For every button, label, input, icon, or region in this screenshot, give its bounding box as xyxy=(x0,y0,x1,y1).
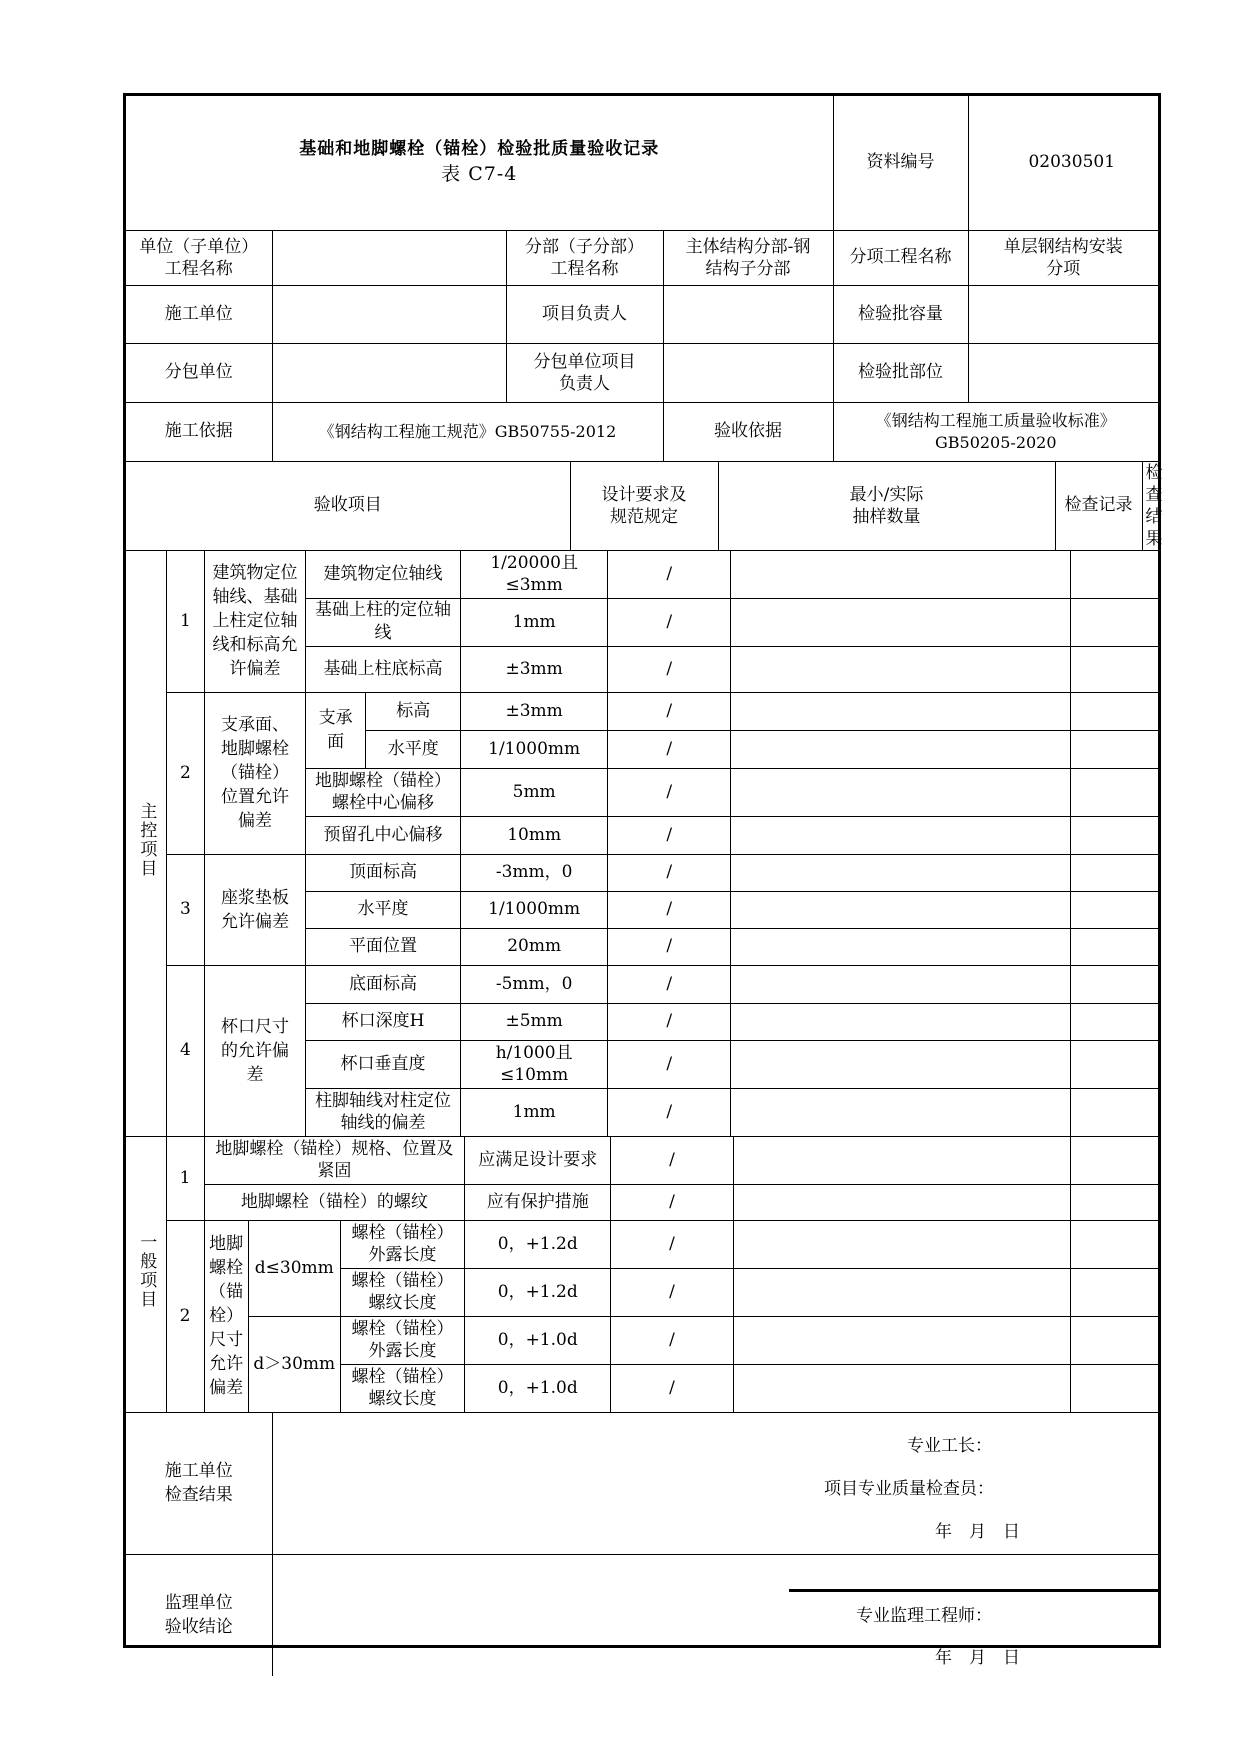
main-g4-item-3: 杯口垂直度 xyxy=(305,1040,460,1088)
division-label: 分部（子分部） 工程名称 xyxy=(506,230,663,285)
main-g2-name: 支承面、 地脚螺栓 （锚栓） 位置允许 偏差 xyxy=(205,692,306,854)
capacity-value[interactable] xyxy=(968,285,1158,343)
general-g2-result-3[interactable] xyxy=(1071,1316,1158,1364)
form-title: 基础和地脚螺栓（锚栓）检验批质量验收记录 xyxy=(299,139,660,160)
main-g1-name: 建筑物定位轴线、基础上柱定位轴线和标高允许偏差 xyxy=(205,550,306,692)
main-g4-result-4[interactable] xyxy=(1070,1088,1158,1136)
main-g1-sample-1[interactable]: / xyxy=(608,550,731,598)
general-g1-result-1[interactable] xyxy=(1071,1136,1158,1184)
main-g4-record-2[interactable] xyxy=(731,1003,1071,1040)
col-header-item: 验收项目 xyxy=(126,461,570,550)
contractor-value[interactable] xyxy=(272,285,506,343)
general-g2-record-2[interactable] xyxy=(733,1268,1071,1316)
main-g2-item-4: 预留孔中心偏移 xyxy=(305,816,460,854)
signoff-table xyxy=(126,1412,1158,1677)
general-g1-sample-1[interactable]: / xyxy=(611,1136,733,1184)
main-g3-record-3[interactable] xyxy=(731,928,1071,965)
general-g2-sample-1[interactable]: / xyxy=(611,1220,733,1268)
capacity-label: 检验批容量 xyxy=(833,285,968,343)
main-g1-record-1[interactable] xyxy=(731,550,1071,598)
inspector-signature: 项目专业质量检查员： xyxy=(824,1478,994,1499)
general-g2-spec-1: 0，+1.2d xyxy=(465,1220,611,1268)
main-g4-record-4[interactable] xyxy=(731,1088,1071,1136)
main-g2-item-1: 标高 xyxy=(366,692,461,730)
general-g1-no: 1 xyxy=(166,1136,204,1220)
general-g1-record-2[interactable] xyxy=(733,1184,1071,1220)
unit-label: 单位（子单位） 工程名称 xyxy=(126,230,272,285)
col-header-result: 检查 结果 xyxy=(1142,461,1158,550)
main-g1-item-1: 建筑物定位轴线 xyxy=(305,550,460,598)
main-g4-sample-2[interactable]: / xyxy=(608,1003,731,1040)
main-g1-result-1[interactable] xyxy=(1070,550,1158,598)
main-items-label: 主控项目 xyxy=(126,550,166,1136)
subcontractor-label: 分包单位 xyxy=(126,343,272,402)
table-number: 表 C7-4 xyxy=(441,163,518,186)
main-g2-spec-3: 5mm xyxy=(461,768,608,816)
general-g2-result-1[interactable] xyxy=(1071,1220,1158,1268)
signature-divider xyxy=(789,1589,1159,1592)
main-g3-result-3[interactable] xyxy=(1070,928,1158,965)
main-g3-item-1: 顶面标高 xyxy=(305,854,460,891)
doc-no-value: 02030501 xyxy=(968,96,1158,230)
main-g4-spec-3: h/1000且 ≤10mm xyxy=(461,1040,608,1088)
general-g2-record-1[interactable] xyxy=(733,1220,1071,1268)
main-g3-sample-2[interactable]: / xyxy=(608,891,731,928)
main-g1-result-2[interactable] xyxy=(1070,598,1158,646)
main-g2-item-2: 水平度 xyxy=(366,730,461,768)
main-g4-sample-1[interactable]: / xyxy=(608,965,731,1003)
general-g2-sample-4[interactable]: / xyxy=(611,1364,733,1412)
main-g2-spec-2: 1/1000mm xyxy=(461,730,608,768)
general-g1-item-2: 地脚螺栓（锚栓）的螺纹 xyxy=(204,1184,464,1220)
main-g1-spec-3: ±3mm xyxy=(461,646,608,692)
general-g2-spec-2: 0，+1.2d xyxy=(465,1268,611,1316)
main-g3-spec-2: 1/1000mm xyxy=(461,891,608,928)
main-g2-record-3[interactable] xyxy=(731,768,1071,816)
contractor-label: 施工单位 xyxy=(126,285,272,343)
general-g2-d1: d≤30mm xyxy=(248,1220,340,1316)
main-g2-record-1[interactable] xyxy=(731,692,1071,730)
general-items-label: 一般项目 xyxy=(126,1136,166,1412)
main-g3-item-2: 水平度 xyxy=(305,891,460,928)
contractor-result-area[interactable] xyxy=(272,1412,1158,1554)
main-g3-sample-3[interactable]: / xyxy=(608,928,731,965)
main-g4-result-2[interactable] xyxy=(1070,1003,1158,1040)
supervisor-date: 年 月 日 xyxy=(935,1647,1020,1668)
main-items-table xyxy=(126,550,1158,1137)
main-g2-record-4[interactable] xyxy=(731,816,1071,854)
contractor-date: 年 月 日 xyxy=(935,1521,1020,1542)
main-g1-no: 1 xyxy=(166,550,204,692)
main-g2-no: 2 xyxy=(166,692,204,854)
general-g2-item-3: 螺栓（锚栓） 外露长度 xyxy=(340,1316,464,1364)
general-g2-sample-3[interactable]: / xyxy=(611,1316,733,1364)
main-g2-record-2[interactable] xyxy=(731,730,1071,768)
main-g3-sample-1[interactable]: / xyxy=(608,854,731,891)
doc-no-label: 资料编号 xyxy=(833,96,968,230)
main-g1-sample-3[interactable]: / xyxy=(608,646,731,692)
sub-pm-value[interactable] xyxy=(663,343,833,402)
accept-basis-value[interactable]: 《钢结构工程施工质量验收标准》 GB50205-2020 xyxy=(833,402,1158,461)
subcontractor-value[interactable] xyxy=(272,343,506,402)
header-table xyxy=(126,96,1158,462)
inspection-form xyxy=(123,93,1163,1668)
main-g4-sample-4[interactable]: / xyxy=(608,1088,731,1136)
main-g2-spec-1: ±3mm xyxy=(461,692,608,730)
supervisor-conclusion-label: 监理单位 验收结论 xyxy=(126,1554,272,1676)
general-items-table xyxy=(126,1136,1158,1413)
division-value[interactable]: 主体结构分部-钢 结构子分部 xyxy=(663,230,833,285)
supervisor-conclusion-area[interactable] xyxy=(272,1554,1158,1676)
main-g2-result-3[interactable] xyxy=(1070,768,1158,816)
main-g1-item-3: 基础上柱底标高 xyxy=(305,646,460,692)
sub-pm-label: 分包单位项目 负责人 xyxy=(506,343,663,402)
foreman-signature: 专业工长： xyxy=(907,1435,992,1456)
main-g1-spec-1: 1/20000且 ≤3mm xyxy=(461,550,608,598)
general-g2-result-2[interactable] xyxy=(1071,1268,1158,1316)
main-g2-result-1[interactable] xyxy=(1070,692,1158,730)
main-g4-spec-4: 1mm xyxy=(461,1088,608,1136)
subitem-label: 分项工程名称 xyxy=(833,230,968,285)
general-g2-item-2: 螺栓（锚栓） 螺纹长度 xyxy=(340,1268,464,1316)
general-g2-no: 2 xyxy=(166,1220,204,1412)
main-g3-record-2[interactable] xyxy=(731,891,1071,928)
main-g2-item-3: 地脚螺栓（锚栓）螺栓中心偏移 xyxy=(305,768,460,816)
general-g2-result-4[interactable] xyxy=(1071,1364,1158,1412)
col-header-sample: 最小/实际 抽样数量 xyxy=(718,461,1055,550)
subitem-value[interactable]: 单层钢结构安装 分项 xyxy=(968,230,1158,285)
items-table xyxy=(126,461,1163,551)
general-g2-item-4: 螺栓（锚栓） 螺纹长度 xyxy=(340,1364,464,1412)
main-g2-sample-3[interactable]: / xyxy=(608,768,731,816)
general-g2-name: 地脚 螺栓 （锚 栓） 尺寸 允许 偏差 xyxy=(204,1220,248,1412)
main-g4-sample-3[interactable]: / xyxy=(608,1040,731,1088)
main-g4-record-1[interactable] xyxy=(731,965,1071,1003)
general-g2-spec-4: 0，+1.0d xyxy=(465,1364,611,1412)
main-g3-result-2[interactable] xyxy=(1070,891,1158,928)
main-g3-no: 3 xyxy=(166,854,204,965)
main-g4-spec-1: -5mm，0 xyxy=(461,965,608,1003)
main-g3-result-1[interactable] xyxy=(1070,854,1158,891)
general-g2-sample-2[interactable]: / xyxy=(611,1268,733,1316)
general-g1-spec-2: 应有保护措施 xyxy=(465,1184,611,1220)
part-label: 检验批部位 xyxy=(833,343,968,402)
col-header-design: 设计要求及 规范规定 xyxy=(570,461,718,550)
pm-value[interactable] xyxy=(663,285,833,343)
general-g2-d2: d＞30mm xyxy=(248,1316,340,1412)
general-g2-item-1: 螺栓（锚栓） 外露长度 xyxy=(340,1220,464,1268)
main-g1-record-3[interactable] xyxy=(731,646,1071,692)
main-g1-item-2: 基础上柱的定位轴线 xyxy=(305,598,460,646)
general-g1-item-1: 地脚螺栓（锚栓）规格、位置及紧固 xyxy=(204,1136,464,1184)
main-g4-item-2: 杯口深度H xyxy=(305,1003,460,1040)
basis-label: 施工依据 xyxy=(126,402,272,461)
main-g4-item-1: 底面标高 xyxy=(305,965,460,1003)
pm-label: 项目负责人 xyxy=(506,285,663,343)
main-g4-item-4: 柱脚轴线对柱定位轴线的偏差 xyxy=(305,1088,460,1136)
main-g1-result-3[interactable] xyxy=(1070,646,1158,692)
contractor-result-label: 施工单位 检查结果 xyxy=(126,1412,272,1554)
main-g1-sample-2[interactable]: / xyxy=(608,598,731,646)
main-g4-no: 4 xyxy=(166,965,204,1136)
part-value[interactable] xyxy=(968,343,1158,402)
col-header-record: 检查记录 xyxy=(1055,461,1142,550)
unit-value[interactable] xyxy=(272,230,506,285)
accept-basis-label: 验收依据 xyxy=(663,402,833,461)
main-g4-record-3[interactable] xyxy=(731,1040,1071,1088)
main-g3-spec-3: 20mm xyxy=(461,928,608,965)
main-g2-sample-1[interactable]: / xyxy=(608,692,731,730)
general-g1-sample-2[interactable]: / xyxy=(611,1184,733,1220)
general-g2-record-4[interactable] xyxy=(733,1364,1071,1412)
main-g3-spec-1: -3mm，0 xyxy=(461,854,608,891)
general-g1-spec-1: 应满足设计要求 xyxy=(465,1136,611,1184)
main-g2-result-2[interactable] xyxy=(1070,730,1158,768)
main-g4-result-3[interactable] xyxy=(1070,1040,1158,1088)
main-g2-spec-4: 10mm xyxy=(461,816,608,854)
main-g1-record-2[interactable] xyxy=(731,598,1071,646)
main-g1-spec-2: 1mm xyxy=(461,598,608,646)
basis-value[interactable]: 《钢结构工程施工规范》GB50755-2012 xyxy=(272,402,663,461)
main-g4-name: 杯口尺寸 的允许偏 差 xyxy=(205,965,306,1136)
engineer-signature: 专业监理工程师： xyxy=(856,1605,992,1626)
main-g4-result-1[interactable] xyxy=(1070,965,1158,1003)
general-g2-record-3[interactable] xyxy=(733,1316,1071,1364)
general-g1-result-2[interactable] xyxy=(1071,1184,1158,1220)
main-g2-sample-4[interactable]: / xyxy=(608,816,731,854)
main-g3-item-3: 平面位置 xyxy=(305,928,460,965)
general-g2-spec-3: 0，+1.0d xyxy=(465,1316,611,1364)
main-g3-name: 座浆垫板 允许偏差 xyxy=(205,854,306,965)
main-g3-record-1[interactable] xyxy=(731,854,1071,891)
main-g2-sub: 支承 面 xyxy=(305,692,365,768)
main-g2-sample-2[interactable]: / xyxy=(608,730,731,768)
main-g2-result-4[interactable] xyxy=(1070,816,1158,854)
general-g1-record-1[interactable] xyxy=(733,1136,1071,1184)
main-g4-spec-2: ±5mm xyxy=(461,1003,608,1040)
